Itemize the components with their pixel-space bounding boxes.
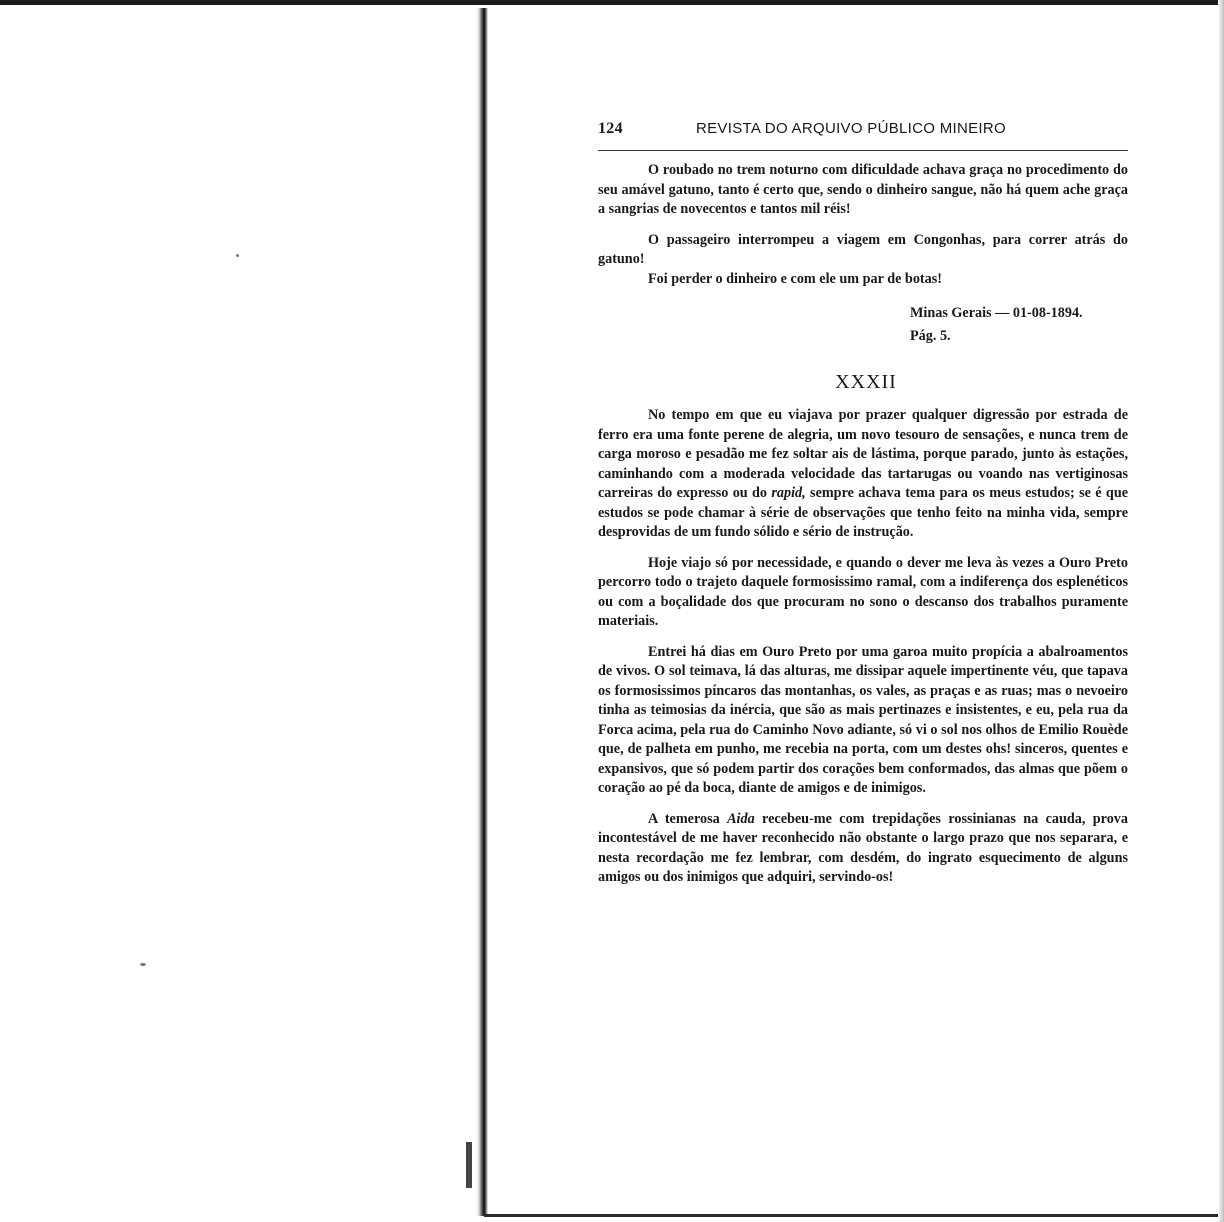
paragraph <box>598 810 1128 888</box>
italic-term: Aida <box>727 810 755 827</box>
paragraph <box>598 406 1128 543</box>
page-number: 124 <box>598 120 623 137</box>
dust-speck <box>140 963 146 966</box>
paragraph: Foi perder o dinheiro e com ele um par de botas! <box>648 270 942 287</box>
page-bottom-edge <box>484 1214 1224 1217</box>
source-citation <box>910 303 1128 347</box>
dust-speck <box>236 254 239 257</box>
chapter-heading: XXXII <box>835 371 897 393</box>
book-gutter <box>476 8 488 1216</box>
paragraph-text: A temerosa <box>648 810 728 827</box>
journal-title: REVISTA DO ARQUIVO PÚBLICO MINEIRO <box>696 120 1006 137</box>
paragraph-text: No tempo em que eu viajava por prazer qualquer digressão por estrada de ferro era uma fonte perene de alegria, um novo tesouro de sensações, e nunca trem de carga moroso e pesadão me fez soltar ais de lástima, porque parado, junto às estações, caminhando com a moderada velocidade das tartarugas ou voando nas vertiginosas carreiras do expresso ou do <box>598 407 1128 501</box>
citation-date: Minas Gerais — 01-08-1894. <box>910 305 1083 321</box>
paragraph: O passageiro interrompeu a viagem em Congonhas, para correr atrás do gatuno! <box>598 231 1128 267</box>
paragraph-text: recebeu-me com trepidações rossinianas na cauda, prova incontestável de me haver reconhecido não obstante o largo prazo que nos separara, e nesta recordação me fez lembrar, com desdém, do ingrato esquecimento de alguns amigos ou dos inimigos que adquiri, servindo-os! <box>598 810 1128 885</box>
paragraph: Hoje viajo só por necessidade, e quando o dever me leva às vezes a Ouro Preto percorro todo o trajeto daquele formosissimo ramal, com a indiferença dos esplenéticos ou com a boçalidade dos que procuram no sono o descanso dos trabalhos puramente materiais. <box>598 554 1128 629</box>
section-end-text <box>598 161 1128 289</box>
paragraph: O roubado no trem noturno com dificuldade achava graça no procedimento do seu amável gatuno, tanto é certo que, sendo o dinheiro sangue, não há quem ache graça a sangrias de novecentos e tantos mil réis! <box>598 162 1128 217</box>
gutter-shadow-mark <box>466 1142 472 1188</box>
page-right-edge <box>1218 0 1224 1222</box>
paragraph: Entrei há dias em Ouro Preto por uma garoa muito propícia a abalroamentos de vivos. O sol teimava, lá das alturas, me dissipar aquele impertinente véu, que tapava os formosissimos píncaros das montanhas, os vales, as praças e as ruas; mas o nevoeiro tinha as teimosias da inércia, que são as mais pertinazes e insistentes, e eu, pela rua da Forca acima, pela rua do Caminho Novo adiante, só vi o sol nos olhos de Emilio Rouède que, de palheta em punho, me recebia na porta, com um destes ohs! sinceros, quentes e expansivos, que só podem partir dos corações bem conformados, das almas que põem o coração ao pé da boca, diante de amigos e de inimigos. <box>598 643 1128 796</box>
paragraph-text: sempre achava tema para os meus estudos; se é que estudos se pode chamar à série de observações que tenho feito na minha vida, sempre desprovidas de um fundo sólido e sério de instrução. <box>598 485 1129 540</box>
chapter-text <box>598 406 1128 888</box>
book-page <box>598 120 1128 888</box>
citation-page: Pág. 5. <box>910 328 951 344</box>
italic-term: rapid, <box>771 485 806 501</box>
scan-top-edge <box>0 0 1224 5</box>
running-header <box>598 120 1128 151</box>
